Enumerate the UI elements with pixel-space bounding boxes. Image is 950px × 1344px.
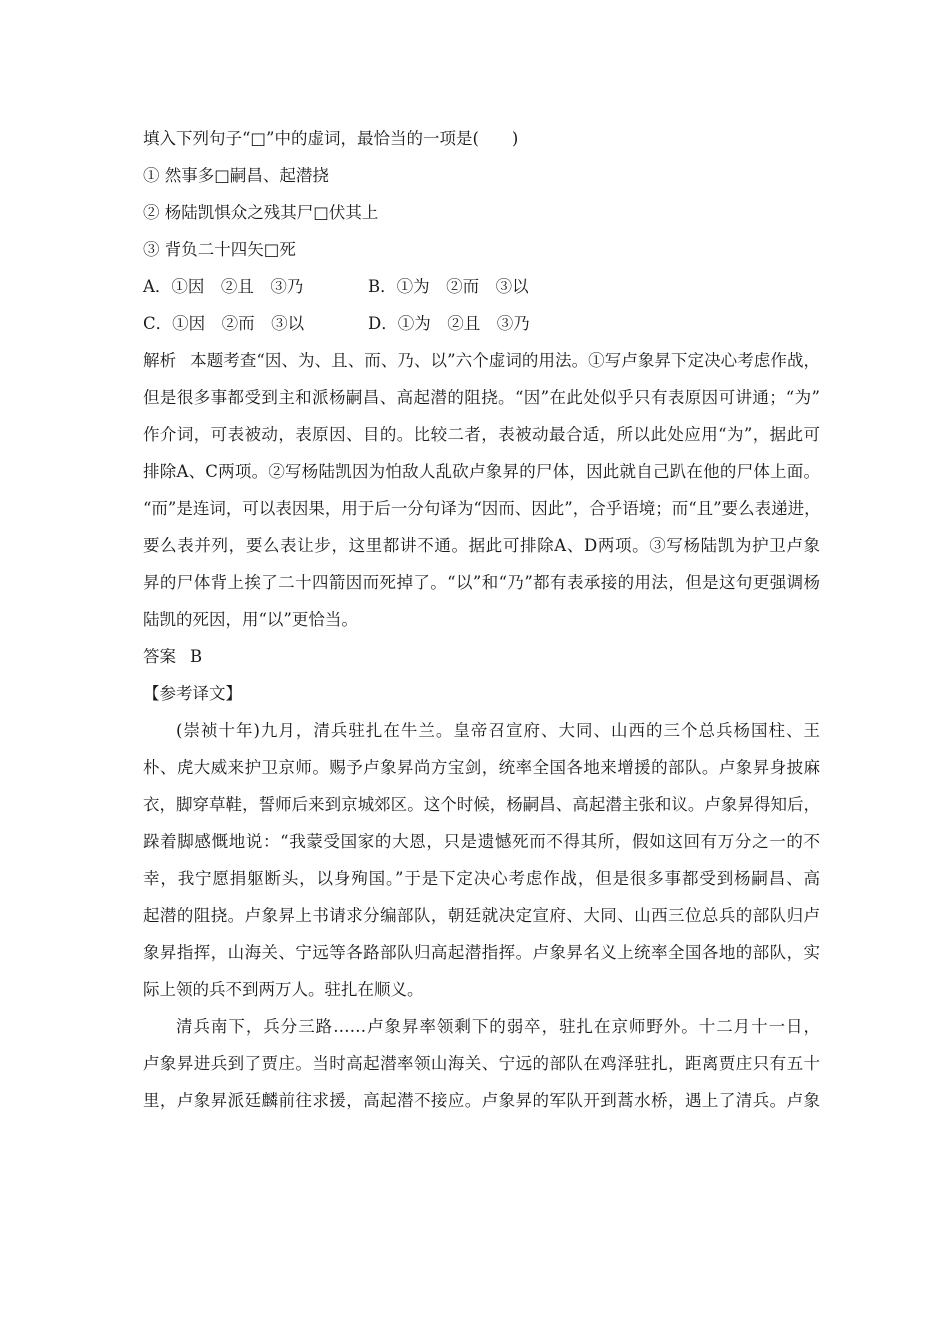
translation-paragraph-1 xyxy=(143,712,820,1008)
question-sentence-3: ③ 背负二十四矢□死 xyxy=(143,240,296,259)
translation-p2-line-3: 里，卢象昇派廷麟前往求援，高起潜不接应。卢象昇的军队开到蒿水桥，遇上了清兵。卢象 xyxy=(143,1091,820,1110)
translation-p1-line-3: 衣，脚穿草鞋，誓师后来到京城郊区。这个时候，杨嗣昌、高起潜主张和议。卢象昇得知后， xyxy=(143,795,820,814)
translation-p1-line-5: 幸，我宁愿捐躯断头，以身殉国。”于是下定决心考虑作战，但是很多事都受到杨嗣昌、高 xyxy=(143,869,820,888)
option-d: D．①为 ②且 ③乃 xyxy=(368,314,530,333)
translation-p1-line-1: (崇祯十年)九月，清兵驻扎在牛兰。皇帝召宣府、大同、山西的三个总兵杨国柱、王 xyxy=(176,721,820,740)
translation-p1-line-7: 象昇指挥，山海关、宁远等各路部队归高起潜指挥。卢象昇名义上统率全国各地的部队，实 xyxy=(143,943,820,962)
answer-value: B xyxy=(190,647,203,666)
analysis-section xyxy=(143,342,820,638)
analysis-line-7: 昇的尸体背上挨了二十四箭因而死掉了。“以”和“乃”都有表承接的用法，但是这句更强调杨 xyxy=(143,573,820,592)
options-row-2 xyxy=(143,305,820,342)
analysis-line-8: 陆凯的死因，用“以”更恰当。 xyxy=(143,610,358,629)
analysis-line-1 xyxy=(143,342,820,379)
answer-line xyxy=(143,638,820,675)
analysis-line-3: 作介词，可表被动，表原因、目的。比较二者，表被动最合适，所以此处应用“为”，据此可 xyxy=(143,425,820,444)
answer-label: 答案 xyxy=(143,647,176,666)
translation-p1-line-6: 起潜的阻挠。卢象昇上书请求分编部队，朝廷就决定宣府、大同、山西三位总兵的部队归卢 xyxy=(143,906,820,925)
analysis-text: 本题考查“因、为、且、而、乃、以”六个虚词的用法。①写卢象昇下定决心考虑作战， xyxy=(190,351,821,370)
question-stem: 填入下列句子“□”中的虚词，最恰当的一项是( ) xyxy=(143,129,519,148)
option-b: B．①为 ②而 ③以 xyxy=(368,277,529,296)
translation-p1-line-4: 跺着脚感慨地说：“我蒙受国家的大恩，只是遗憾死而不得其所，假如这回有万分之一的不 xyxy=(143,832,820,851)
translation-p2-line-2: 卢象昇进兵到了贾庄。当时高起潜率领山海关、宁远的部队在鸡泽驻扎，距离贾庄只有五十 xyxy=(143,1054,820,1073)
translation-p2-line-1: 清兵南下，兵分三路……卢象昇率领剩下的弱卒，驻扎在京师野外。十二月十一日， xyxy=(176,1017,820,1036)
analysis-label: 解析 xyxy=(143,351,177,370)
translation-paragraph-2 xyxy=(143,1008,820,1119)
translation-p1-line-2: 朴、虎大威来护卫京师。赐予卢象昇尚方宝剑，统率全国各地来增援的部队。卢象昇身披麻 xyxy=(143,758,820,777)
translation-p1-line-8: 际上领的兵不到两万人。驻扎在顺义。 xyxy=(143,980,424,999)
options-row-1 xyxy=(143,268,820,305)
question-sentence-2: ② 杨陆凯惧众之残其尸□伏其上 xyxy=(143,203,379,222)
analysis-line-4: 排除A、C两项。②写杨陆凯因为怕敌人乱砍卢象昇的尸体，因此就自己趴在他的尸体上面。 xyxy=(143,462,820,481)
question-sentence-1: ① 然事多□嗣昌、起潜挠 xyxy=(143,166,329,185)
option-c: C．①因 ②而 ③以 xyxy=(143,314,305,333)
option-a: A．①因 ②且 ③乃 xyxy=(143,277,304,296)
analysis-line-5: “而”是连词，可以表因果，用于后一分句译为“因而、因此”，合乎语境；而“且”要么表递进， xyxy=(143,499,821,518)
translation-heading: 【参考译文】 xyxy=(143,684,242,703)
analysis-line-2: 但是很多事都受到主和派杨嗣昌、高起潜的阻挠。“因”在此处似乎只有表原因可讲通；“为” xyxy=(143,388,820,407)
analysis-line-6: 要么表并列，要么表让步，这里都讲不通。据此可排除A、D两项。③写杨陆凯为护卫卢象 xyxy=(143,536,820,555)
